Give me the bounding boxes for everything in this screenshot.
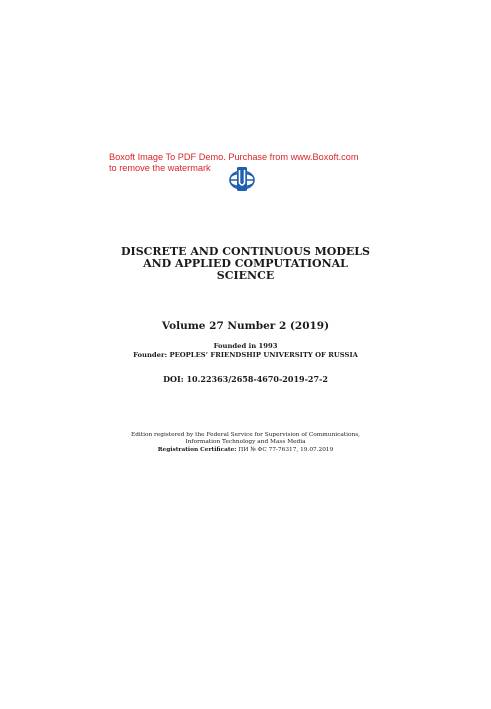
journal-title-line-2: AND APPLIED COMPUTATIONAL bbox=[143, 257, 348, 270]
doi: DOI: 10.22363/2658-4670-2019-27-2 bbox=[163, 374, 328, 384]
founder: Founder: PEOPLES’ FRIENDSHIP UNIVERSITY OF RUSSIA bbox=[133, 351, 358, 359]
founded-year: Founded in 1993 bbox=[213, 342, 278, 350]
certificate-label: Registration Certificate: bbox=[157, 446, 237, 453]
journal-title-line-1: DISCRETE AND CONTINUOUS MODELS bbox=[121, 245, 370, 258]
volume-number: Volume 27 Number 2 (2019) bbox=[161, 320, 330, 332]
watermark-line-2: to remove the watermark bbox=[109, 162, 211, 173]
watermark-line-1: Boxoft Image To PDF Demo. Purchase from www.Boxoft.com bbox=[109, 152, 359, 162]
registration-info bbox=[0, 432, 491, 454]
university-globe-logo-icon bbox=[226, 163, 258, 195]
journal-title-line-3: SCIENCE bbox=[216, 269, 275, 282]
registration-line-2: Information Technology and Mass Media bbox=[185, 439, 306, 446]
journal-title bbox=[0, 246, 491, 282]
registration-line-1: Edition registered by the Federal Service for Supervision of Communications, bbox=[130, 432, 361, 438]
registration-certificate bbox=[0, 447, 491, 454]
founding-info bbox=[0, 342, 491, 360]
certificate-value: ПИ № ФС 77-76317, 19.07.2019 bbox=[238, 446, 334, 453]
